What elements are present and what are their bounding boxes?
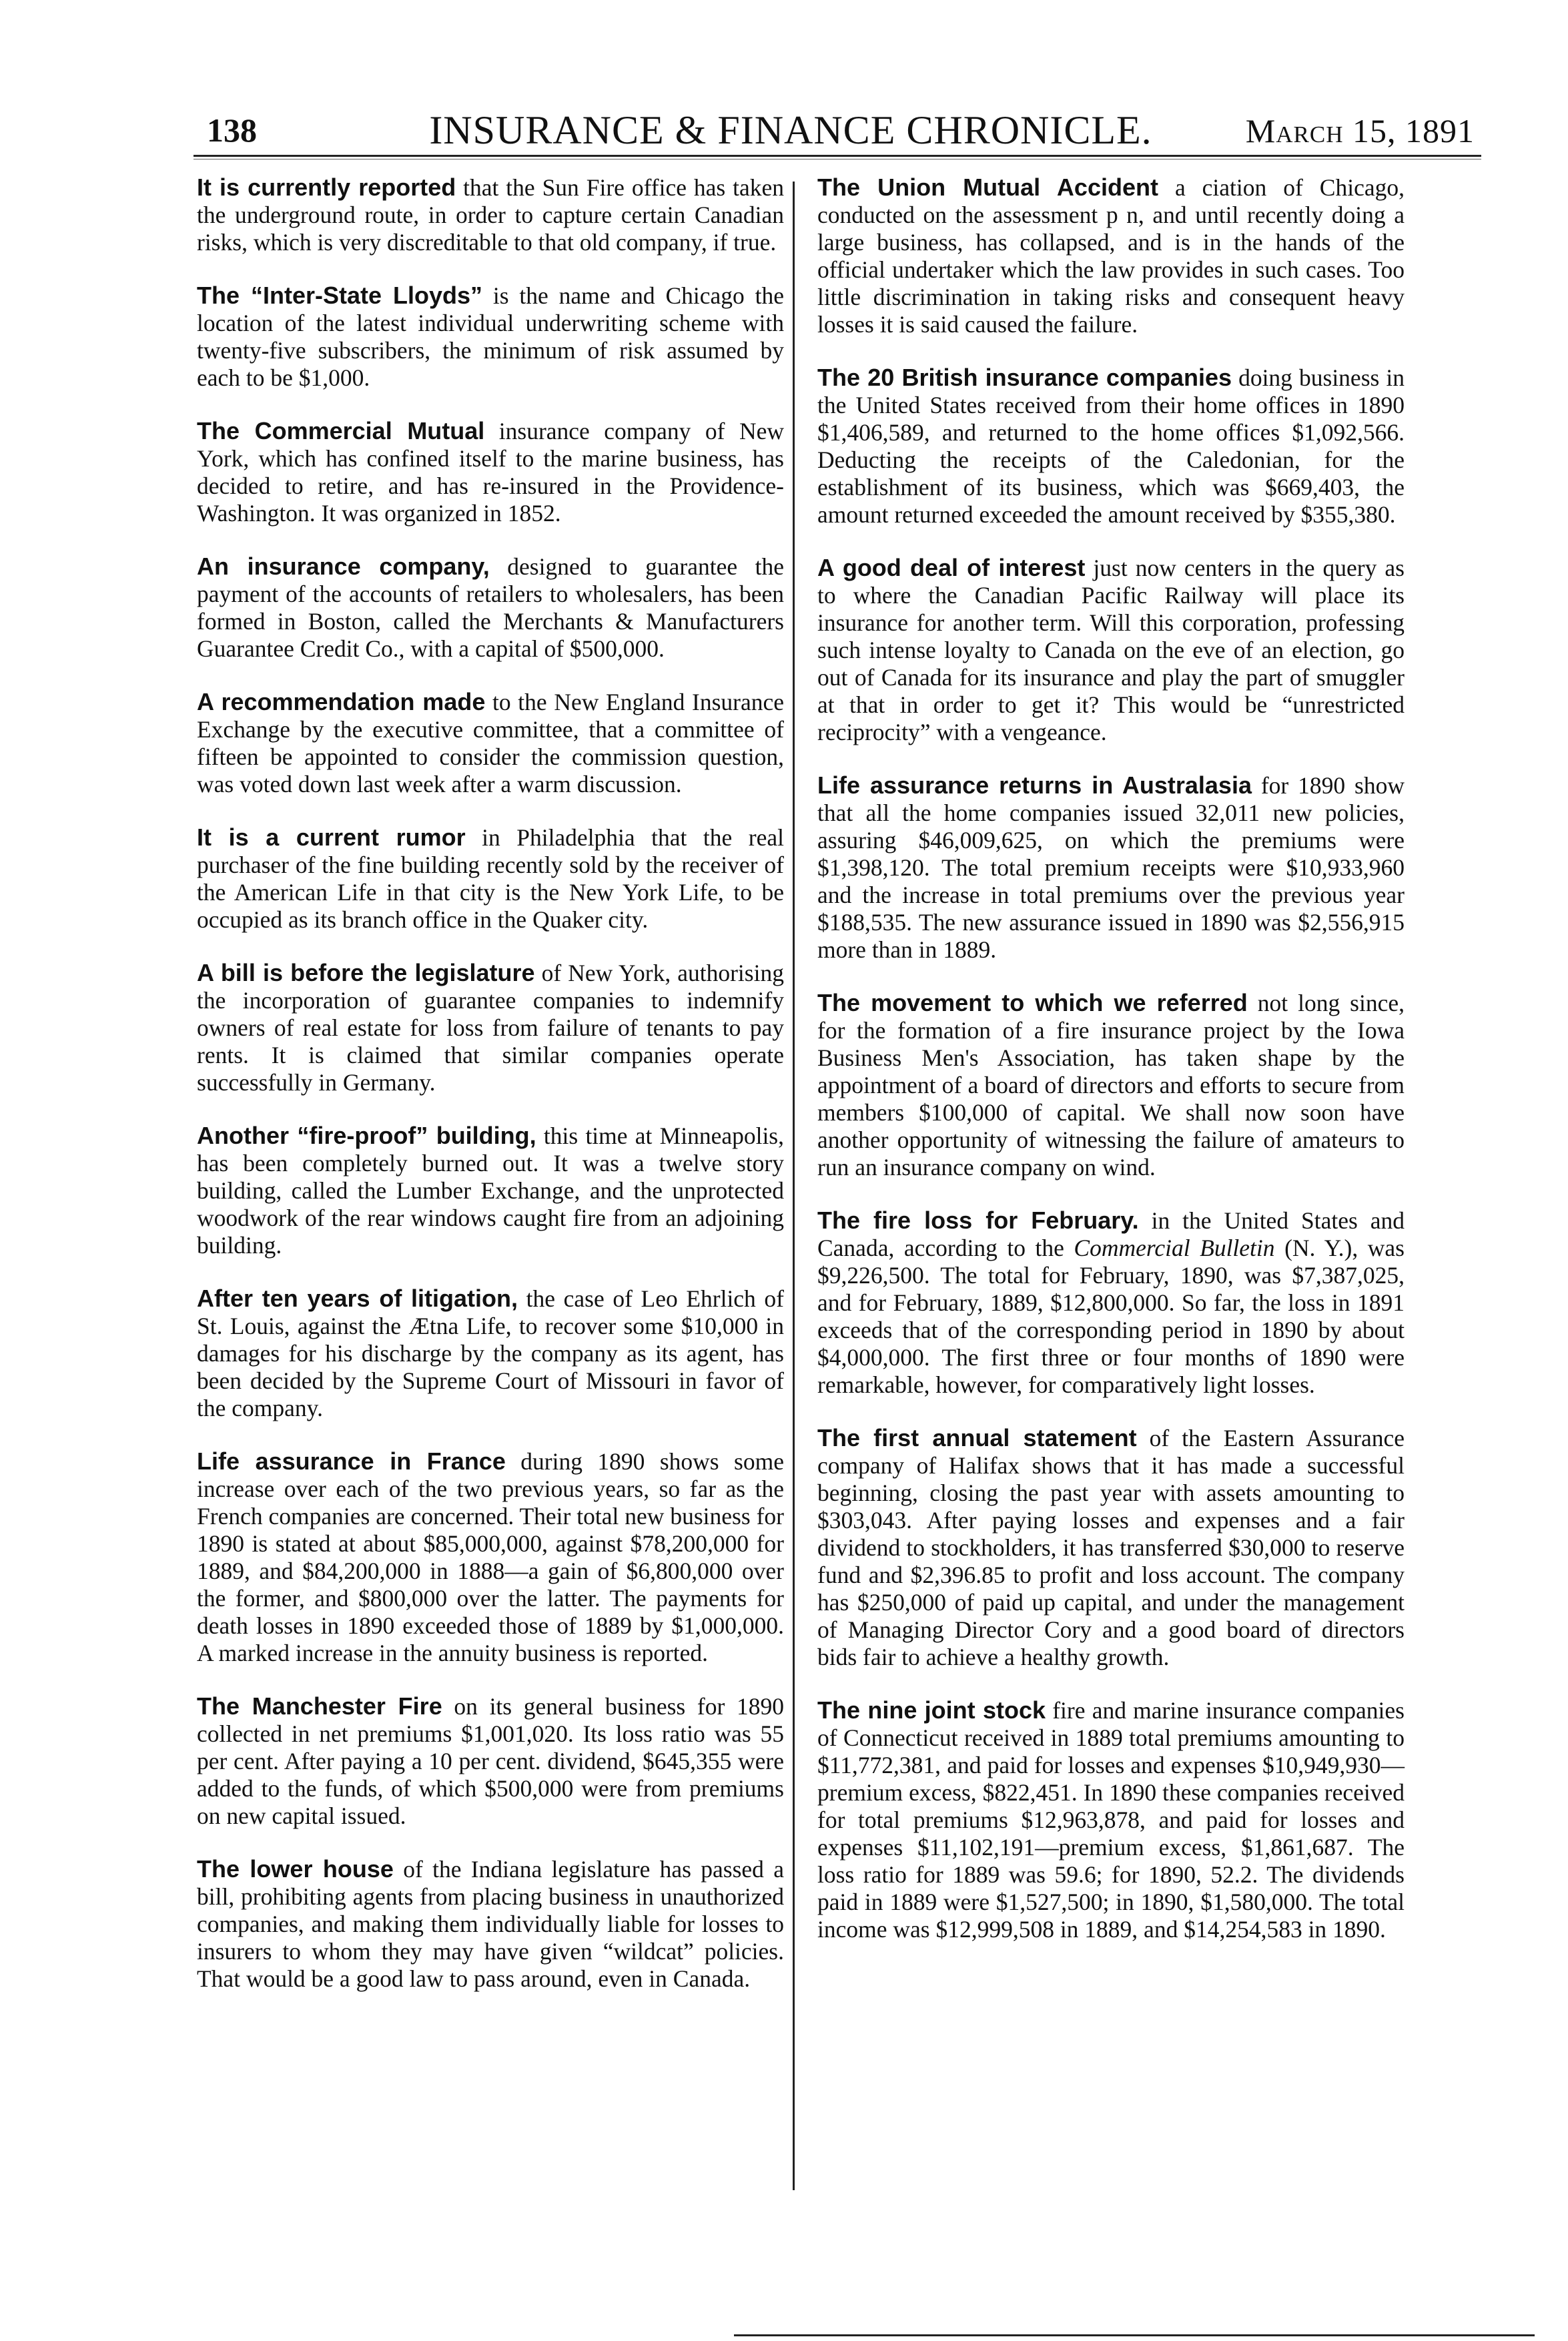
item-body: for 1890 show that all the home companies issued 32,011 new policies, assuring $46,009,625, on which the premiums were $1,398,120. The total premium receipts were $10,933,960 and the increase in total premiums over the previous year $188,535. The new assurance issued in 1890 was $2,556,915 more than in 1889. bbox=[817, 772, 1405, 963]
publication-name: Commercial Bulletin bbox=[1074, 1235, 1275, 1261]
item-body: a ciation of Chicago, conducted on the assessment p n, and until recently doing a large business, has collapsed, and is in the hands of the official undertaker which the law provides in such cases. Too little discrimination in taking risks and consequent heavy losses it is said caused the failure. bbox=[817, 174, 1405, 338]
issue-date: March 15, 1891 bbox=[1245, 112, 1475, 149]
news-item bbox=[197, 174, 784, 256]
item-body: of the Eastern Assurance company of Halifax shows that it has made a successful beginning, closing the past year with assets amounting to $303,043. After paying losses and expenses and a fair dividend to stockholders, it has transferred $30,000 to reserve fund and $2,396.85 to profit and loss account. The company has $250,000 of paid up capital, and under the management of Managing Director Cory and a good board of directors bids fair to achieve a healthy growth. bbox=[817, 1425, 1405, 1670]
item-body: during 1890 shows some increase over each of the two previous years, so far as the French companies are concerned. Their total new business for 1890 is stated at about $85,000,000, against $78,200,000 for 1889, and $84,200,000 in 1888—a gain of $6,800,000 over the former, and $800,000 over the latter. The payments for death losses in 1890 exceeded those of 1889 by $1,000,000. A marked increase in the annuity business is reported. bbox=[197, 1448, 784, 1666]
item-body: doing business in the United States received from their home offices in 1890 $1,406,589, and returned to the home offices $1,092,566. Deducting the receipts of the Caledonian, for the establishment of its business, which was $669,403, the amount returned exceeded the amount received by $355,380. bbox=[817, 364, 1405, 528]
news-item bbox=[197, 553, 784, 663]
item-lead: The movement to which we referred bbox=[817, 989, 1248, 1016]
item-body: of New York, authorising the incorporation of guarantee companies to indemnify owners of real estate for loss from failure of tenants to pay rents. It is claimed that similar companies operate successfully in Germany. bbox=[197, 960, 784, 1096]
news-item bbox=[197, 688, 784, 798]
item-body: insurance company of New York, which has confined itself to the marine business, has decided to retire, and has re-insured in the Providence-Washington. It was organized in 1852. bbox=[197, 418, 784, 527]
news-item bbox=[197, 1447, 784, 1667]
news-item bbox=[817, 1424, 1405, 1671]
item-body: fire and marine insurance companies of Connecticut received in 1889 total premiums amounting to $11,772,381, and paid for losses and expenses $10,949,930—premium excess, $822,451. In 1890 these companies received for total premiums $12,963,878, and paid for losses and expenses $11,102,191—premium excess, $1,861,687. The loss ratio for 1889 was 59.6; for 1890, 52.2. The dividends paid in 1889 were $1,527,500; in 1890, $1,580,000. The total income was $12,999,508 in 1889, and $14,254,583 in 1890. bbox=[817, 1697, 1405, 1943]
page-header bbox=[107, 99, 1475, 152]
item-body: on its general business for 1890 collected in net premiums $1,001,020. Its loss ratio was 55 per cent. After paying a 10 per cent. dividend, $645,355 were added to the funds, of which $500,000 were from premiums on new capital issued. bbox=[197, 1693, 784, 1829]
right-column bbox=[817, 174, 1405, 1969]
news-item bbox=[197, 282, 784, 392]
news-item bbox=[817, 1696, 1405, 1943]
left-column bbox=[197, 174, 784, 2018]
column-divider bbox=[793, 182, 795, 2190]
publication-title: INSURANCE & FINANCE CHRONICLE. bbox=[429, 108, 1152, 152]
item-body: in Philadelphia that the real purchaser of the fine building recently sold by the receiver of the American Life in that city is the New York Life, to be occupied as its branch office in the Quaker city. bbox=[197, 824, 784, 933]
item-lead: The Union Mutual Accident bbox=[817, 174, 1158, 201]
news-item bbox=[197, 823, 784, 934]
item-lead: It is currently reported bbox=[197, 174, 456, 201]
item-lead: A bill is before the legislature bbox=[197, 959, 535, 986]
item-lead: The fire loss for February. bbox=[817, 1207, 1139, 1234]
item-body: designed to guarantee the payment of the accounts of retailers to wholesalers, has been formed in Boston, called the Merchants & Manufacturers Guarantee Credit Co., with a capital of $500,000. bbox=[197, 553, 784, 662]
item-lead: The 20 British insurance companies bbox=[817, 364, 1232, 391]
news-item bbox=[817, 989, 1405, 1181]
news-item bbox=[817, 554, 1405, 746]
item-lead: The lower house bbox=[197, 1855, 394, 1883]
item-lead: An insurance company, bbox=[197, 553, 490, 580]
item-lead: The Manchester Fire bbox=[197, 1692, 442, 1720]
item-lead: The nine joint stock bbox=[817, 1696, 1046, 1724]
item-lead: Another “fire-proof” building, bbox=[197, 1122, 536, 1149]
item-body: is the name and Chicago the location of the latest individual underwriting scheme with twenty-five subscribers, the minimum of risk assumed by each to be $1,000. bbox=[197, 282, 784, 391]
item-lead: The Commercial Mutual bbox=[197, 417, 485, 444]
page-number: 138 bbox=[207, 111, 257, 149]
item-body: that the Sun Fire office has taken the underground route, in order to capture certain Canadian risks, which is very discreditable to that old company, if true. bbox=[197, 174, 784, 256]
item-lead: After ten years of litigation, bbox=[197, 1285, 518, 1312]
news-item bbox=[197, 1122, 784, 1259]
news-item bbox=[197, 1855, 784, 1993]
item-lead: A recommendation made bbox=[197, 688, 486, 715]
item-body: to the New England Insurance Exchange by the executive committee, that a committee of fifteen be appointed to consider the commission question, was voted down last week after a warm discussion. bbox=[197, 689, 785, 797]
footer-rule bbox=[734, 2334, 1535, 2336]
news-item bbox=[197, 1692, 784, 1830]
item-body: this time at Minneapolis, has been completely burned out. It was a twelve story building, called the Lumber Exchange, and the unprotected woodwork of the rear windows caught fire from an adjoining building. bbox=[197, 1122, 784, 1259]
news-item bbox=[197, 959, 784, 1096]
item-body: of the Indiana legislature has passed a bill, prohibiting agents from placing business in unauthorized companies, and making them individually liable for losses to insurers to whom they may have given “wildcat” policies. That would be a good law to pass around, even in Canada. bbox=[197, 1856, 784, 1992]
news-item bbox=[817, 174, 1405, 338]
item-lead: The first annual statement bbox=[817, 1424, 1137, 1451]
item-lead: A good deal of interest bbox=[817, 554, 1086, 581]
news-item bbox=[817, 771, 1405, 964]
item-body: not long since, for the formation of a fire insurance project by the Iowa Business Men's Association, has taken shape by the appointment of a board of directors and efforts to secure from members $100,000 of capital. We shall now soon have another opportunity of witnessing the failure of amateurs to run an insurance company on wind. bbox=[817, 990, 1405, 1181]
news-item bbox=[197, 417, 784, 527]
header-rule bbox=[193, 155, 1481, 157]
item-body-continued: (N. Y.), was $9,226,500. The total for February, 1890, was $7,387,025, and for February, 1889, $12,800,000. So far, the loss in 1891 exceeds that of the corresponding period in 1890 by about $4,000,000. The first three or four months of 1890 were remarkable, however, for comparatively light losses. bbox=[817, 1235, 1405, 1398]
item-lead: Life assurance returns in Australasia bbox=[817, 771, 1252, 799]
news-item bbox=[197, 1285, 784, 1422]
item-body: in the United States and Canada, according to the bbox=[817, 1207, 1405, 1261]
news-item bbox=[817, 1207, 1405, 1399]
item-body: the case of Leo Ehrlich of St. Louis, against the Ætna Life, to recover some $10,000 in damages for his discharge by the company as its agent, has been decided by the Supreme Court of Missouri in favor of the company. bbox=[197, 1285, 784, 1421]
news-item bbox=[817, 364, 1405, 529]
item-lead: Life assurance in France bbox=[197, 1447, 506, 1475]
item-lead: The “Inter-State Lloyds” bbox=[197, 282, 483, 309]
item-body: just now centers in the query as to where the Canadian Pacific Railway will place its insurance for another term. Will this corporation, professing such intense loyalty to Canada on the eve of an election, go out of Canada for its insurance and play the part of smuggler at that in order to get it? This would be “unrestricted reciprocity” with a vengeance. bbox=[817, 555, 1405, 745]
item-lead: It is a current rumor bbox=[197, 823, 466, 851]
